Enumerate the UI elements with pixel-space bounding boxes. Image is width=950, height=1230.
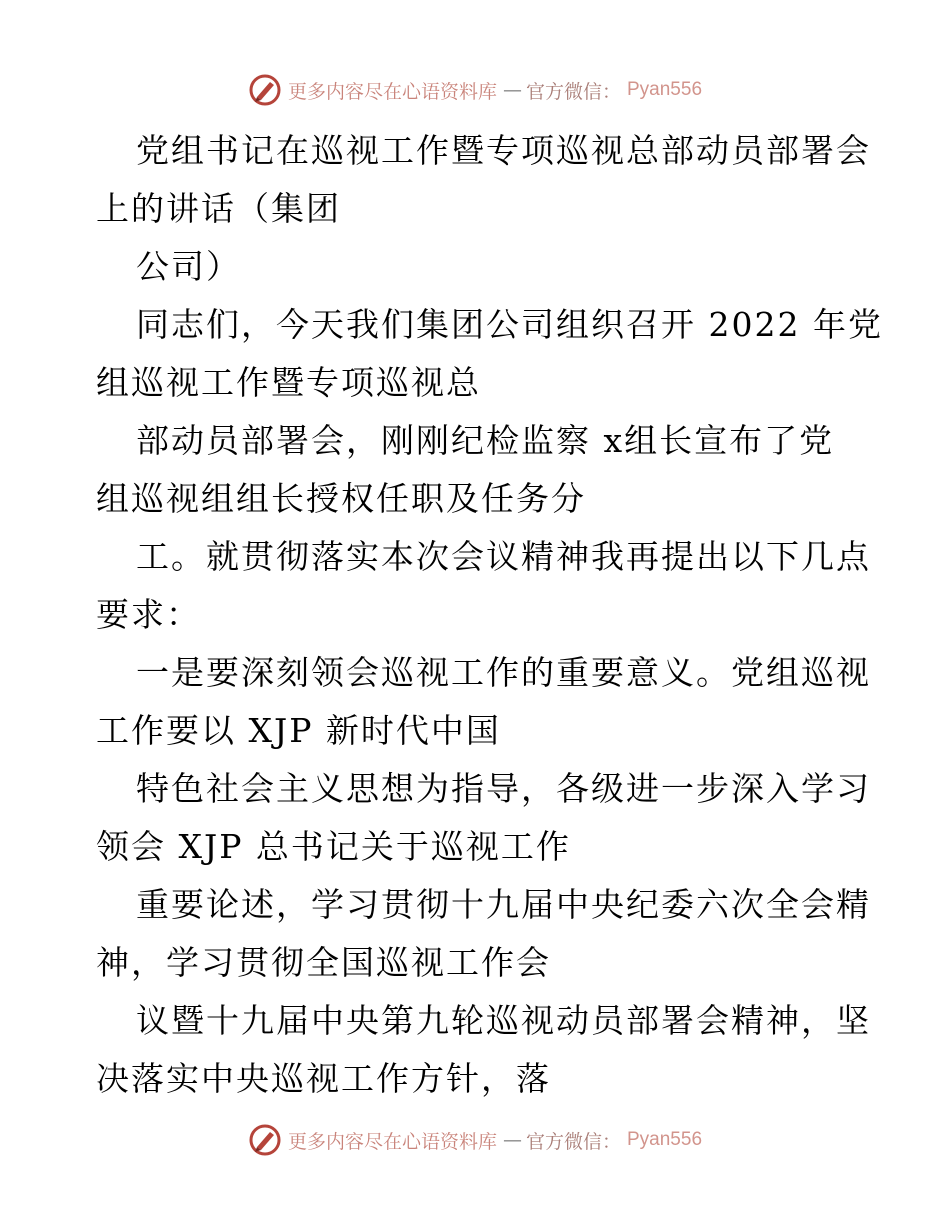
footer-banner xyxy=(0,1120,950,1160)
document-line: 一是要深刻领会巡视工作的重要意义。党组巡视 xyxy=(136,653,871,692)
document-line: 组巡视组组长授权任职及任务分 xyxy=(96,479,586,518)
document-line: 工作要以 XJP 新时代中国 xyxy=(96,711,501,750)
document-line: 党组书记在巡视工作暨专项巡视总部动员部署会 xyxy=(136,131,871,170)
document-body xyxy=(96,122,883,1108)
banner-text: 更多内容尽在心语资料库 xyxy=(287,80,497,103)
banner-official-label: 官方微信： xyxy=(525,1130,621,1153)
document-line: 组巡视工作暨专项巡视总 xyxy=(96,363,481,402)
document-line: 神，学习贯彻全国巡视工作会 xyxy=(96,943,551,982)
document-line: 议暨十九届中央第九轮巡视动员部署会精神，坚 xyxy=(136,1001,871,1040)
banner-wechat-handle: Pyan556 xyxy=(627,1129,703,1150)
document-line: 重要论述，学习贯彻十九届中央纪委六次全会精 xyxy=(136,885,871,924)
banner-official-label: 官方微信： xyxy=(525,80,621,103)
document-line: 上的讲话（集团 xyxy=(96,189,341,228)
document-line: 工。就贯彻落实本次会议精神我再提出以下几点 xyxy=(136,537,871,576)
document-line: 部动员部署会，刚刚纪检监察 x组长宣布了党 xyxy=(136,421,835,460)
banner-wechat-handle: Pyan556 xyxy=(627,79,703,100)
document-line: 公司） xyxy=(136,247,241,286)
banner-dash: — xyxy=(502,79,520,101)
document-line: 决落实中央巡视工作方针，落 xyxy=(96,1059,551,1098)
pen-logo-icon xyxy=(248,73,282,107)
banner-text: 更多内容尽在心语资料库 xyxy=(287,1130,497,1153)
header-banner xyxy=(0,70,950,110)
document-line: 要求： xyxy=(96,595,201,634)
banner-dash: — xyxy=(502,1129,520,1151)
document-line: 领会 XJP 总书记关于巡视工作 xyxy=(96,827,571,866)
document-line: 特色社会主义思想为指导，各级进一步深入学习 xyxy=(136,769,871,808)
pen-logo-icon xyxy=(248,1123,282,1157)
document-line: 同志们，今天我们集团公司组织召开 2022 年党 xyxy=(136,305,883,344)
